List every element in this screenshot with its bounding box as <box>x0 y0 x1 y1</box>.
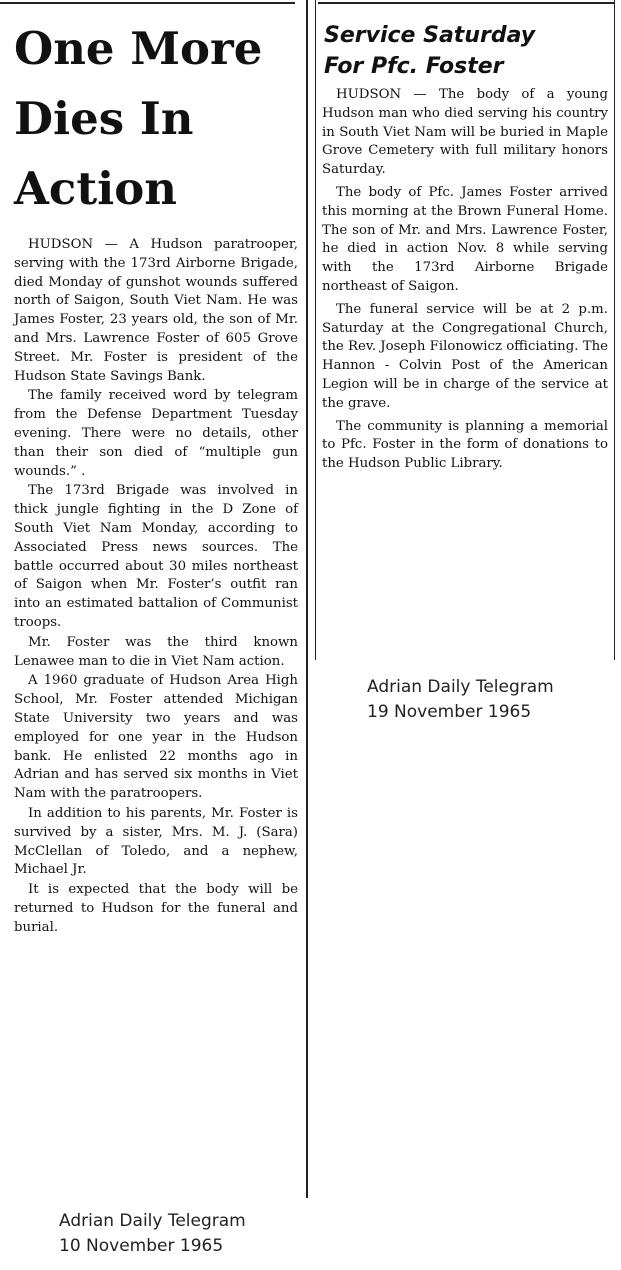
column-divider-left <box>306 0 308 1198</box>
article-left-headline: One More Dies In Action <box>14 22 263 215</box>
article-right-paragraph: The funeral service will be at 2 p.m. Saturday at the Congregational Church, the Rev. Joseph Filonowicz officiating. The Hannon - Colvin Post of the American Legion will be in charge of the service at the grave. <box>322 301 608 411</box>
article-left-paragraph: In addition to his parents, Mr. Foster is survived by a sister, Mrs. M. J. (Sara) McClellan of Toledo, and a nephew, Michael Jr. <box>14 805 298 878</box>
column-divider-right <box>614 0 615 660</box>
article-right-headline-line2: For Pfc. Foster <box>324 54 504 79</box>
top-rule-left <box>0 2 295 4</box>
article-left-paragraph: It is expected that the body will be returned to Hudson for the funeral and burial. <box>14 882 298 935</box>
article-left-paragraph: A 1960 graduate of Hudson Area High School, Mr. Foster attended Michigan State University two years and was employed for one year in the Hudson bank. He enlisted 22 months ago in Adrian and has served six months in Viet Nam with the paratroopers. <box>14 673 298 802</box>
caption-right-source: Adrian Daily Telegram <box>367 677 554 697</box>
article-left <box>14 14 298 938</box>
article-left-paragraph: HUDSON — A Hudson paratrooper, serving with the 173rd Airborne Brigade, died Monday of gunshot wounds suffered north of Saigon, South Viet Nam. He was James Foster, 23 years old, the son of Mr. and Mrs. Lawrence Foster of 605 Grove Street. Mr. Foster is president of the Hudson State Savings Bank. <box>14 237 298 384</box>
article-left-paragraph: The 173rd Brigade was involved in thick jungle fighting in the D Zone of South Viet Nam Monday, according to Associated Press news sources. The battle occurred about 30 miles northeast of Saigon when Mr. Foster’s outfit ran into an estimated battalion of Communist troops. <box>14 483 298 630</box>
article-left-paragraph: Mr. Foster was the third known Lenawee man to die in Viet Nam action. <box>14 634 298 669</box>
column-divider-middle <box>315 0 316 660</box>
caption-left <box>59 1209 246 1259</box>
article-right-paragraph: The community is planning a memorial to Pfc. Foster in the form of donations to the Hudson Public Library. <box>322 418 608 472</box>
article-right-paragraph: HUDSON — The body of a young Hudson man who died serving his country in South Viet Nam will be buried in Maple Grove Cemetery with full military honors Saturday. <box>322 87 608 178</box>
caption-right-date: 19 November 1965 <box>367 702 532 722</box>
caption-left-source: Adrian Daily Telegram <box>59 1211 246 1231</box>
article-right-headline-line1: Service Saturday <box>324 23 536 48</box>
article-right <box>322 20 608 478</box>
article-right-headline <box>324 20 608 82</box>
caption-left-date: 10 November 1965 <box>59 1236 224 1256</box>
caption-right <box>367 675 554 725</box>
top-rule-right <box>318 2 614 4</box>
article-right-paragraph: The body of Pfc. James Foster arrived this morning at the Brown Funeral Home. The son of Mr. and Mrs. Lawrence Foster, he died in action Nov. 8 while serving with the 173rd Airborne Brigade northeast of Saigon. <box>322 184 608 294</box>
article-left-paragraph: The family received word by telegram from the Defense Department Tuesday evening. There were no details, other than their son died of “multiple gun wounds.” . <box>14 388 298 479</box>
